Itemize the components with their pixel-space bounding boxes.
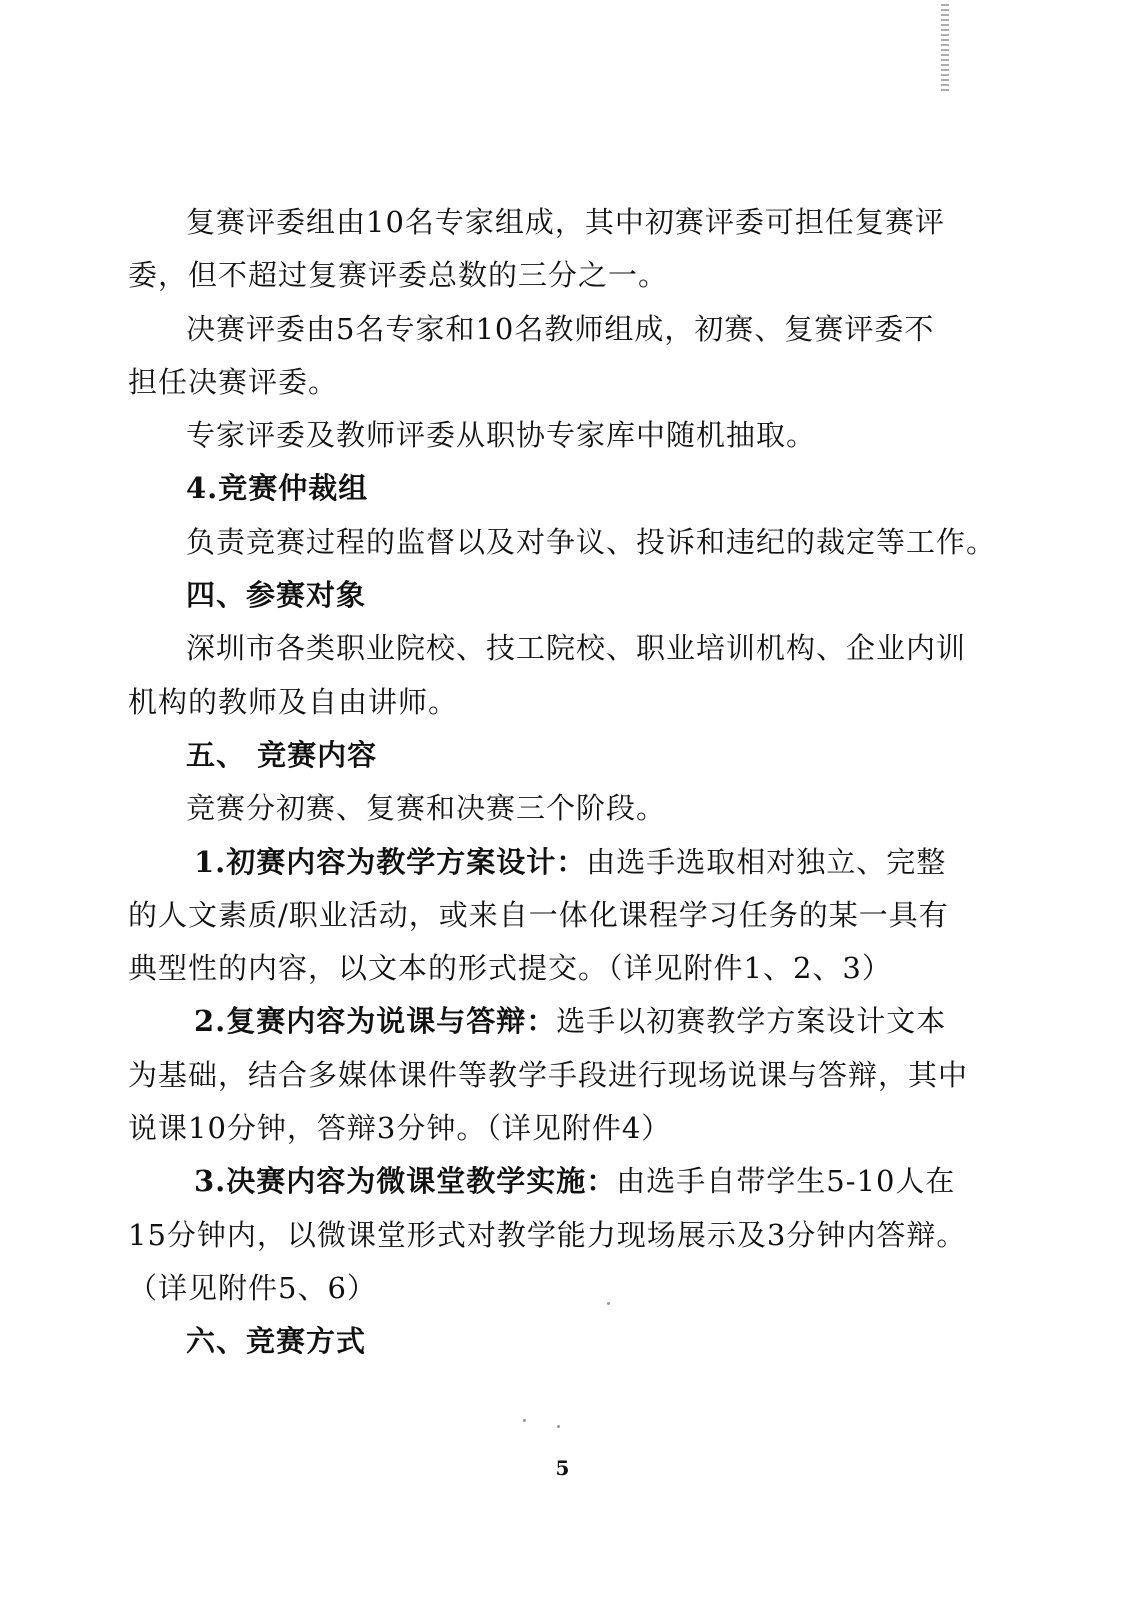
section-heading: 五、 竞赛内容 xyxy=(186,737,378,772)
section-heading: 4.竞赛仲裁组 xyxy=(186,471,369,506)
paragraph-line: 委，但不超过复赛评委总数的三分之一。 xyxy=(128,258,669,293)
paragraph-line: （详见附件5、6） xyxy=(128,1270,377,1305)
paragraph-line: 决赛评委由5名专家和10名教师组成，初赛、复赛评委不 xyxy=(186,311,935,346)
scan-dot xyxy=(523,1419,526,1422)
section-heading: 六、竞赛方式 xyxy=(186,1324,367,1359)
paragraph-line: 负责竞赛过程的监督以及对争议、投诉和违纪的裁定等工作。 xyxy=(186,524,997,559)
body-text xyxy=(128,196,997,1369)
section-heading: 四、参赛对象 xyxy=(186,578,367,613)
paragraph-line: 说课10分钟，答辩3分钟。（详见附件4） xyxy=(128,1111,672,1146)
paragraph-line: 复赛评委组由10名专家组成，其中初赛评委可担任复赛评 xyxy=(186,205,945,239)
paragraph-line: 竞赛分初赛、复赛和决赛三个阶段。 xyxy=(186,791,667,826)
paragraph-line: 机构的教师及自由讲师。 xyxy=(128,684,459,719)
page-number: 5 xyxy=(555,1456,570,1480)
list-item-lead: 1.初赛内容为教学方案设计： xyxy=(194,844,587,879)
paragraph-line: 典型性的内容，以文本的形式提交。（详见附件1、2、3） xyxy=(128,951,892,986)
list-item-lead: 2.复赛内容为说课与答辩： xyxy=(194,1004,557,1039)
paragraph-line: 专家评委及教师评委从职协专家库中随机抽取。 xyxy=(186,418,817,453)
paragraph-line: 为基础，结合多媒体课件等教学手段进行现场说课与答辩，其中 xyxy=(128,1057,969,1092)
paragraph-line: 15分钟内，以微课堂形式对教学能力现场展示及3分钟内答辩。 xyxy=(128,1217,967,1252)
list-item-text: 选手以初赛教学方案设计文本 xyxy=(556,1004,947,1039)
list-item-text: 由选手自带学生5-10人在 xyxy=(616,1164,956,1199)
paragraph-line: 的人文素质/职业活动，或来自一体化课程学习任务的某一具有 xyxy=(128,897,949,932)
list-item-line xyxy=(128,1155,956,1208)
list-item-line xyxy=(128,836,948,889)
paragraph-line: 深圳市各类职业院校、技工院校、职业培训机构、企业内训 xyxy=(186,631,967,666)
list-item-lead: 3.决赛内容为微课堂教学实施： xyxy=(194,1164,617,1199)
scan-artifact xyxy=(941,4,949,94)
scan-dot xyxy=(557,1425,560,1428)
list-item-text: 由选手选取相对独立、完整 xyxy=(586,844,947,879)
paragraph-line: 担任决赛评委。 xyxy=(128,364,339,399)
list-item-line xyxy=(128,995,948,1048)
